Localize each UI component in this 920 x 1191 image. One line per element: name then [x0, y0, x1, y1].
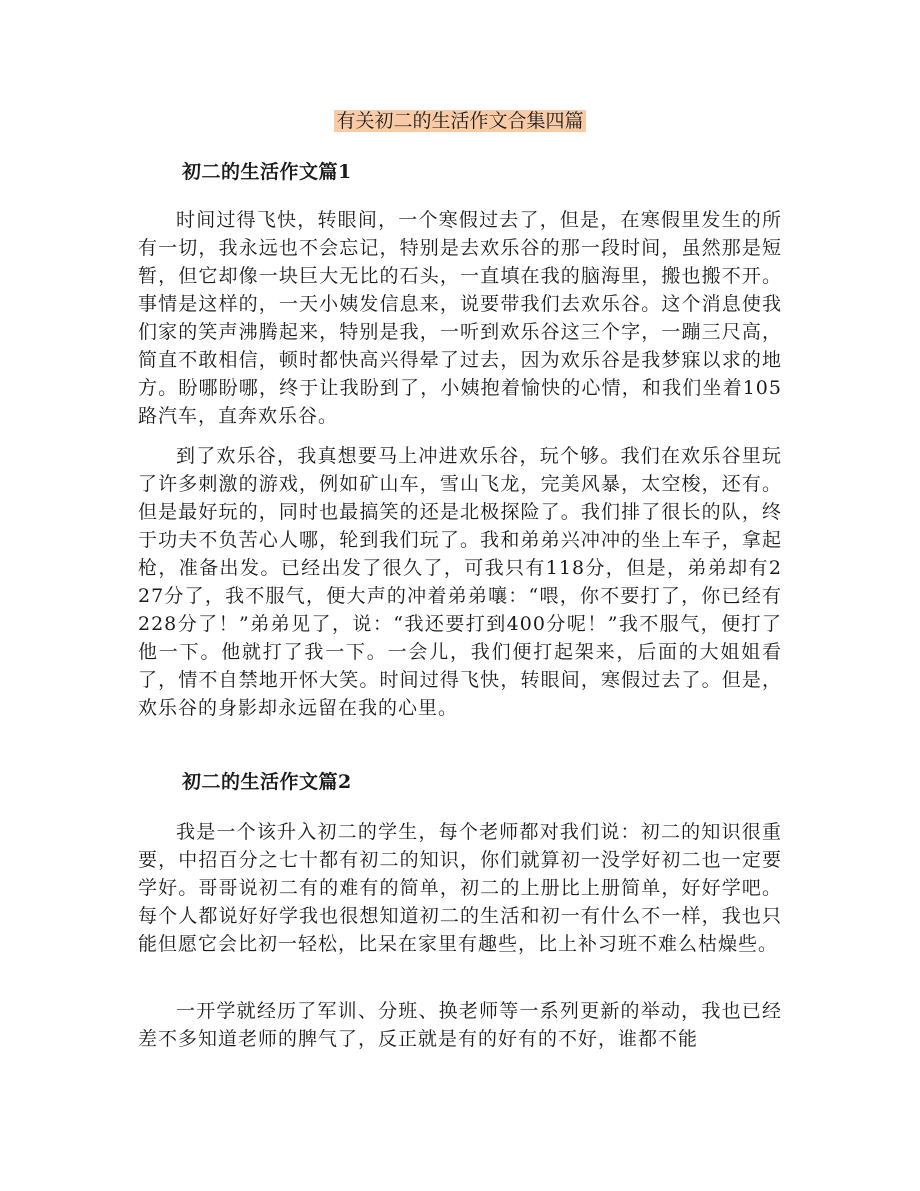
paragraph-1-1: 时间过得飞快，转眼间，一个寒假过去了，但是，在寒假里发生的所有一切，我永远也不会忘记，特别是去欢乐谷的那一段时间，虽然那是短暂，但它却像一块巨大无比的石头，一直填在我的脑海里，搬也搬不开。事情是这样的，一天小姨发信息来，说要带我们去欢乐谷。这个消息使我们家的笑声沸腾起来，特别是我，一听到欢乐谷这三个字，一蹦三尺高，简直不敢相信，顿时都快高兴得晕了过去，因为欢乐谷是我梦寐以求的地方。盼哪盼哪，终于让我盼到了，小姨抱着愉快的心情，和我们坐着105路汽车，直奔欢乐谷。 — [138, 209, 782, 427]
paragraph-2-1: 我是一个该升入初二的学生，每个老师都对我们说：初二的知识很重要，中招百分之七十都有初二的知识，你们就算初一没学好初二也一定要学好。哥哥说初二有的难有的简单，初二的上册比上册简单，好好学吧。每个人都说好好学我也很想知道初二的生活和初一有什么不一样，我也只能但愿它会比初一轻松，比呆在家里有趣些，比上补习班不难么枯燥些。 — [138, 821, 782, 955]
section-heading-1: 初二的生活作文篇1 — [182, 161, 352, 183]
paragraph-2-2: 一开学就经历了军训、分班、换老师等一系列更新的举动，我也已经差不多知道老师的脾气了，反正就是有的好有的不好，谁都不能 — [138, 1000, 782, 1050]
document-title-text: 有关初二的生活作文合集四篇 — [336, 110, 584, 132]
paragraph-1-2: 到了欢乐谷，我真想要马上冲进欢乐谷，玩个够。我们在欢乐谷里玩了许多刺激的游戏，例如矿山车，雪山飞龙，完美风暴，太空梭，还有。但是最好玩的，同时也最搞笑的还是北极探险了。我们排了很长的队，终于功夫不负苦心人哪，轮到我们玩了。我和弟弟兴冲冲的坐上车子，拿起枪，准备出发。已经出发了很久了，可我只有118分，但是，弟弟却有227分了，我不服气，便大声的冲着弟弟嚷：“喂，你不要打了，你已经有228分了！”弟弟见了，说：“我还要打到400分呢！”我不服气，便打了他一下。他就打了我一下。一会儿，我们便打起架来，后面的大姐姐看了，情不自禁地开怀大笑。时间过得飞快，转眼间，寒假过去了。但是，欢乐谷的身影却永远留在我的心里。 — [138, 445, 782, 719]
document-title — [0, 107, 920, 135]
section-heading-2: 初二的生活作文篇2 — [182, 771, 352, 793]
